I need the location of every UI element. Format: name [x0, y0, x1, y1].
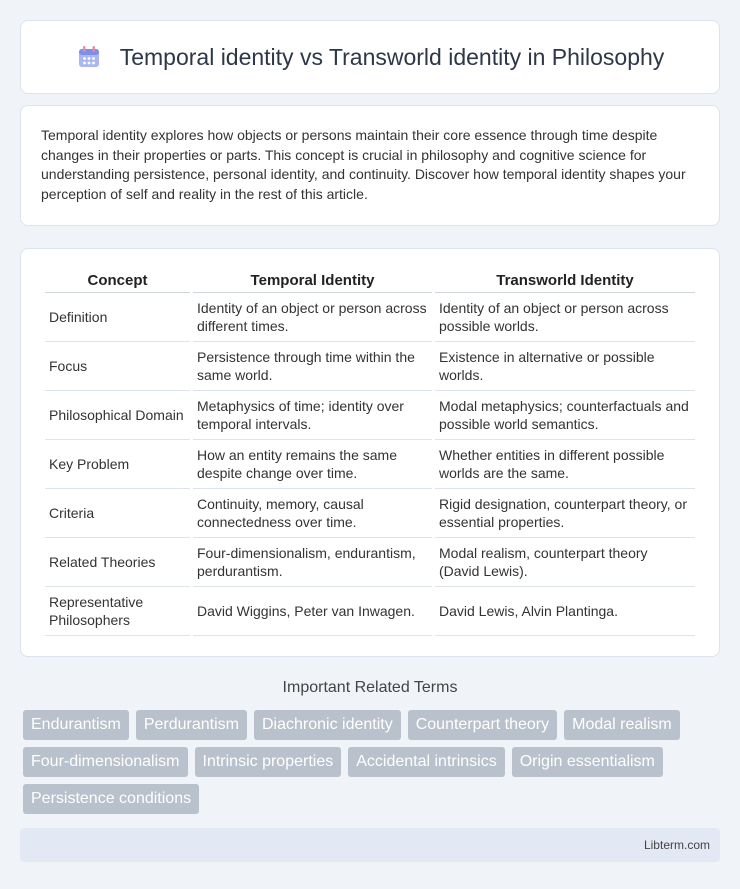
row-transworld: David Lewis, Alvin Plantinga.	[435, 587, 695, 636]
header-card	[20, 20, 720, 94]
related-terms-list	[20, 710, 720, 814]
row-transworld: Identity of an object or person across possible worlds.	[435, 293, 695, 342]
tag-counterpart-theory[interactable]: Counterpart theory	[408, 710, 557, 740]
row-transworld: Modal realism, counterpart theory (David Lewis).	[435, 538, 695, 587]
comparison-table	[42, 267, 698, 636]
table-row	[45, 489, 695, 538]
footer	[20, 828, 720, 862]
row-concept: Related Theories	[45, 538, 190, 587]
table-row	[45, 293, 695, 342]
header-concept: Concept	[45, 267, 190, 293]
tag-origin-essentialism[interactable]: Origin essentialism	[512, 747, 663, 777]
tag-four-dimensionalism[interactable]: Four-dimensionalism	[23, 747, 188, 777]
page-title: Temporal identity vs Transworld identity in Philosophy	[119, 43, 665, 70]
row-concept: Criteria	[45, 489, 190, 538]
intro-text: Temporal identity explores how objects or persons maintain their core essence through time despite changes in their properties or parts. This concept is crucial in philosophy and cognitive science for understanding persistence, personal identity, and continuity. Discover how temporal identity shapes your perception of self and reality in the rest of this article.	[41, 127, 686, 202]
row-transworld: Modal metaphysics; counterfactuals and possible world semantics.	[435, 391, 695, 440]
row-temporal: David Wiggins, Peter van Inwagen.	[193, 587, 432, 636]
header-temporal: Temporal Identity	[193, 267, 432, 293]
tag-intrinsic-properties[interactable]: Intrinsic properties	[195, 747, 342, 777]
row-transworld: Existence in alternative or possible worlds.	[435, 342, 695, 391]
row-concept: Definition	[45, 293, 190, 342]
row-temporal: How an entity remains the same despite change over time.	[193, 440, 432, 489]
row-concept: Key Problem	[45, 440, 190, 489]
row-transworld: Whether entities in different possible worlds are the same.	[435, 440, 695, 489]
header-transworld: Transworld Identity	[435, 267, 695, 293]
footer-site-link[interactable]: Libterm.com	[643, 838, 710, 852]
row-concept: Focus	[45, 342, 190, 391]
tag-perdurantism[interactable]: Perdurantism	[136, 710, 247, 740]
table-row	[45, 587, 695, 636]
row-temporal: Identity of an object or person across different times.	[193, 293, 432, 342]
row-temporal: Metaphysics of time; identity over temporal intervals.	[193, 391, 432, 440]
table-row	[45, 391, 695, 440]
row-concept: Philosophical Domain	[45, 391, 190, 440]
row-transworld: Rigid designation, counterpart theory, or essential properties.	[435, 489, 695, 538]
comparison-card	[20, 248, 720, 657]
tag-endurantism[interactable]: Endurantism	[23, 710, 129, 740]
tag-accidental-intrinsics[interactable]: Accidental intrinsics	[348, 747, 505, 777]
row-concept: Representative Philosophers	[45, 587, 190, 636]
table-header-row	[45, 267, 695, 293]
row-temporal: Persistence through time within the same world.	[193, 342, 432, 391]
table-row	[45, 342, 695, 391]
row-temporal: Four-dimensionalism, endurantism, perdurantism.	[193, 538, 432, 587]
row-temporal: Continuity, memory, causal connectedness over time.	[193, 489, 432, 538]
intro-card	[20, 105, 720, 226]
table-row	[45, 538, 695, 587]
tag-persistence-conditions[interactable]: Persistence conditions	[23, 784, 199, 814]
calendar-icon	[76, 44, 102, 70]
tag-modal-realism[interactable]: Modal realism	[564, 710, 680, 740]
table-row	[45, 440, 695, 489]
tag-diachronic-identity[interactable]: Diachronic identity	[254, 710, 401, 740]
related-terms-title: Important Related Terms	[282, 679, 458, 696]
